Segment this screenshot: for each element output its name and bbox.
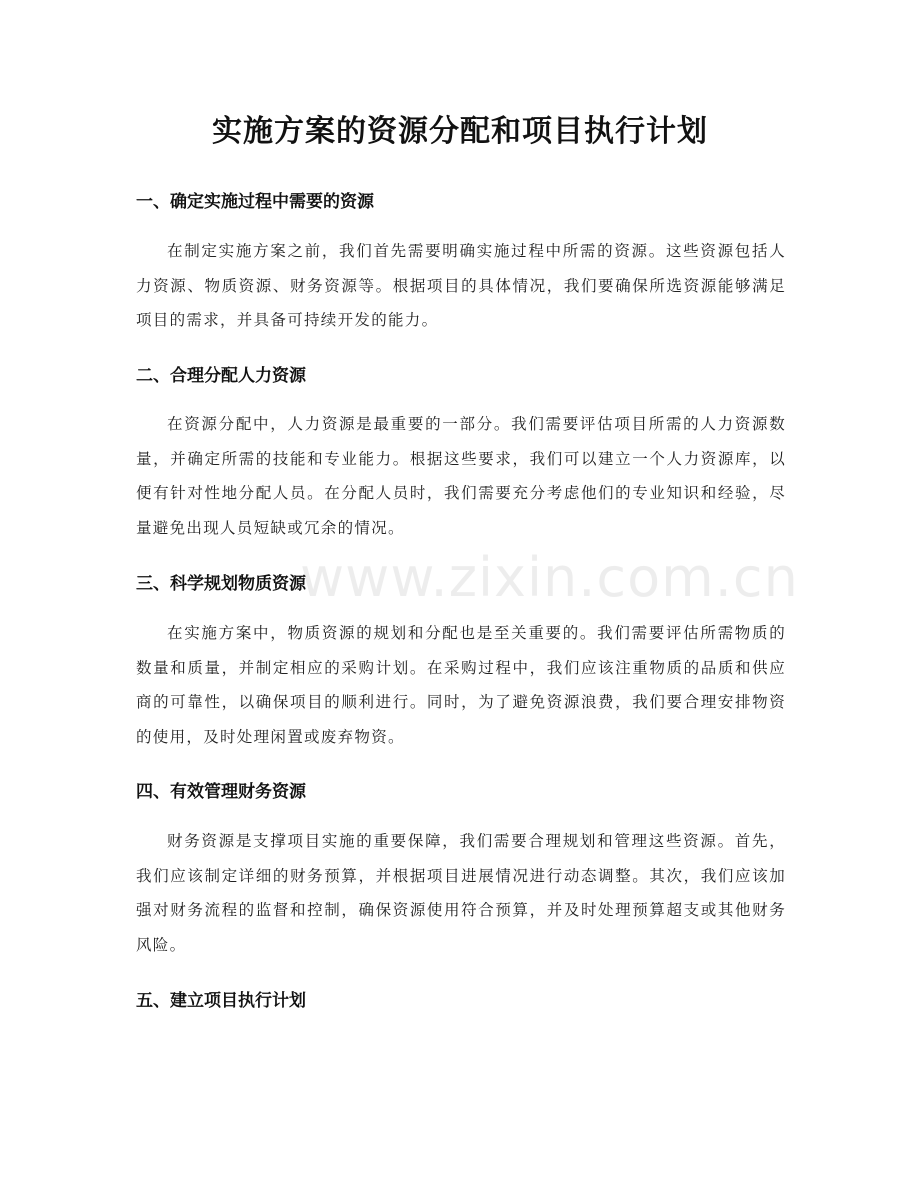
section-heading-1: 一、确定实施过程中需要的资源	[136, 192, 374, 212]
watermark: www.zixin.com.cn	[300, 546, 799, 609]
section-paragraph-2: 在资源分配中，人力资源是最重要的一部分。我们需要评估项目所需的人力资源数量，并确定所需的技能和专业能力。根据这些要求，我们可以建立一个人力资源库，以便有针对性地分配人员。在分配人员时，我们需要充分考虑他们的专业知识和经验，尽量避免出现人员短缺或冗余的情况。	[136, 415, 786, 537]
section-paragraph-3: 在实施方案中，物质资源的规划和分配也是至关重要的。我们需要评估所需物质的数量和质量，并制定相应的采购计划。在采购过程中，我们应该注重物质的品质和供应商的可靠性，以确保项目的顺利进行。同时，为了避免资源浪费，我们要合理安排物资的使用，及时处理闲置或废弃物资。	[136, 624, 786, 746]
section-paragraph-4: 财务资源是支撑项目实施的重要保障，我们需要合理规划和管理这些资源。首先，我们应该制定详细的财务预算，并根据项目进展情况进行动态调整。其次，我们应该加强对财务流程的监督和控制，确保资源使用符合预算，并及时处理预算超支或其他财务风险。	[136, 832, 786, 954]
section-heading-4: 四、有效管理财务资源	[136, 782, 306, 802]
document-title: 实施方案的资源分配和项目执行计划	[212, 114, 708, 149]
section-heading-2: 二、合理分配人力资源	[136, 366, 306, 386]
section-heading-3: 三、科学规划物质资源	[136, 574, 306, 594]
section-heading-5: 五、建立项目执行计划	[136, 991, 306, 1011]
section-paragraph-1: 在制定实施方案之前，我们首先需要明确实施过程中所需的资源。这些资源包括人力资源、物质资源、财务资源等。根据项目的具体情况，我们要确保所选资源能够满足项目的需求，并具备可持续开发的能力。	[136, 242, 786, 329]
